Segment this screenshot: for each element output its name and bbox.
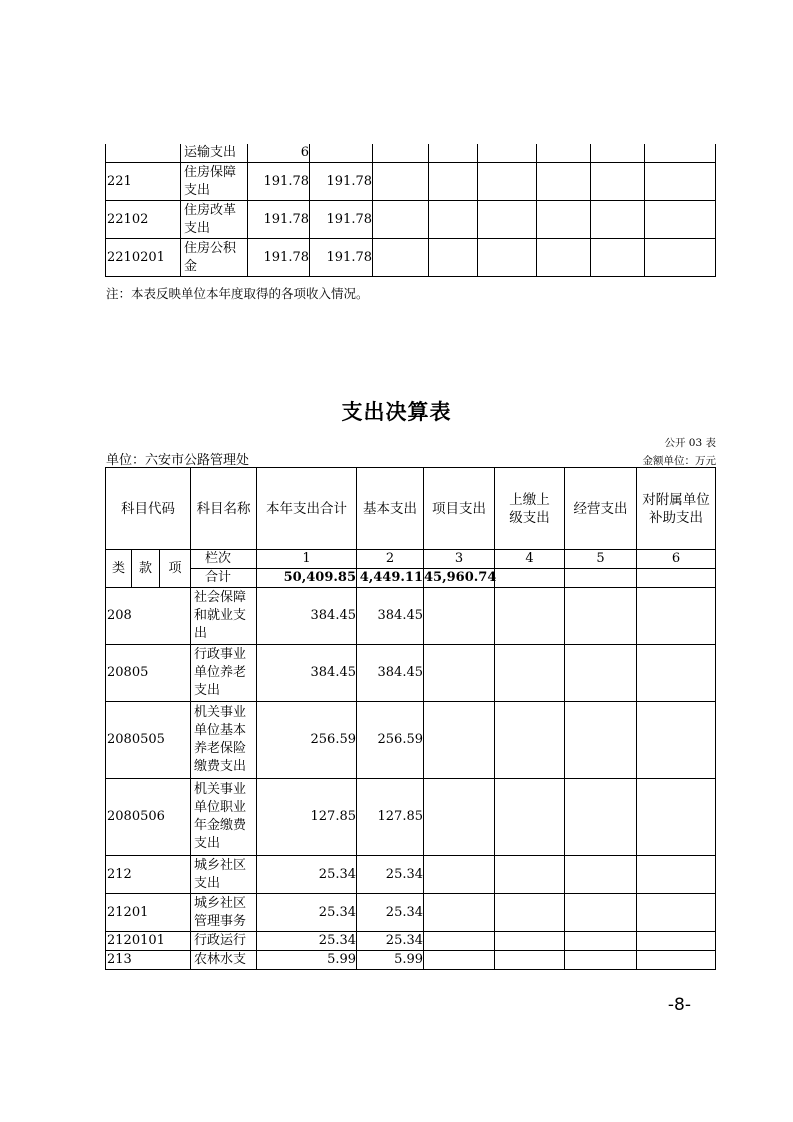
row-basic: 191.78 <box>310 163 373 201</box>
row-total: 256.59 <box>257 702 357 779</box>
header-row <box>106 468 716 550</box>
row-code: 208 <box>106 588 191 645</box>
unit-label: 单位：六安市公路管理处 <box>106 453 250 468</box>
header-lanci: 栏次 <box>191 550 257 569</box>
row-name: 农林水支 <box>191 951 257 970</box>
table-row <box>106 588 716 645</box>
header-basic: 基本支出 <box>357 468 424 550</box>
row-basic: 127.85 <box>357 779 424 856</box>
row-code: 2080505 <box>106 702 191 779</box>
sum-label: 合计 <box>191 569 257 588</box>
col-index-1: 1 <box>257 550 357 569</box>
row-basic: 25.34 <box>357 932 424 951</box>
header-total: 本年支出合计 <box>257 468 357 550</box>
row-code: 22102 <box>106 201 181 239</box>
row-total: 5.99 <box>257 951 357 970</box>
sum-project: 45,960.74 <box>424 569 495 588</box>
row-name: 运输支出 <box>181 144 248 163</box>
header-xiang: 项 <box>160 550 191 588</box>
row-code: 2080506 <box>106 779 191 856</box>
sum-total: 50,409.85 <box>257 569 357 588</box>
column-index-row <box>106 550 716 569</box>
row-total: 127.85 <box>257 779 357 856</box>
row-basic <box>310 144 373 163</box>
row-name: 住房保障支出 <box>181 163 248 201</box>
sum-basic: 4,449.11 <box>357 569 424 588</box>
row-code: 212 <box>106 856 191 894</box>
row-name: 机关事业单位基本养老保险缴费支出 <box>191 702 257 779</box>
col-index-6: 6 <box>637 550 716 569</box>
table-row <box>106 779 716 856</box>
table-note: 注：本表反映单位本年度取得的各项收入情况。 <box>106 286 369 301</box>
row-basic: 384.45 <box>357 588 424 645</box>
row-total: 25.34 <box>257 932 357 951</box>
row-basic: 25.34 <box>357 856 424 894</box>
row-name: 行政事业单位养老支出 <box>191 645 257 702</box>
table-row <box>106 932 716 951</box>
page-title: 支出决算表 <box>341 400 452 424</box>
header-upper: 上缴上级支出 <box>495 468 565 550</box>
header-lei: 类 <box>106 550 132 588</box>
form-number: 公开 03 表 <box>664 437 716 449</box>
row-name: 城乡社区管理事务 <box>191 894 257 932</box>
row-total: 191.78 <box>248 201 310 239</box>
table-row <box>106 951 716 970</box>
header-code: 科目代码 <box>106 468 191 550</box>
row-total: 191.78 <box>248 239 310 277</box>
row-basic: 5.99 <box>357 951 424 970</box>
page-number: -8- <box>667 995 691 1015</box>
table-row <box>106 894 716 932</box>
header-business: 经营支出 <box>565 468 637 550</box>
table-row <box>106 702 716 779</box>
header-kuan: 款 <box>132 550 160 588</box>
row-basic: 256.59 <box>357 702 424 779</box>
row-code: 20805 <box>106 645 191 702</box>
row-name: 城乡社区支出 <box>191 856 257 894</box>
header-subsidy: 对附属单位补助支出 <box>637 468 716 550</box>
row-basic: 25.34 <box>357 894 424 932</box>
row-code: 213 <box>106 951 191 970</box>
row-code: 21201 <box>106 894 191 932</box>
row-name: 行政运行 <box>191 932 257 951</box>
table-row <box>106 201 716 239</box>
table-row <box>106 163 716 201</box>
col-index-4: 4 <box>495 550 565 569</box>
sum-row <box>106 569 716 588</box>
expenditure-table <box>105 467 716 970</box>
table-row <box>106 645 716 702</box>
row-total: 384.45 <box>257 645 357 702</box>
row-total: 25.34 <box>257 856 357 894</box>
row-name: 社会保障和就业支出 <box>191 588 257 645</box>
table-row <box>106 144 716 163</box>
row-code: 2120101 <box>106 932 191 951</box>
row-total: 384.45 <box>257 588 357 645</box>
row-code <box>106 144 181 163</box>
row-total: 25.34 <box>257 894 357 932</box>
col-index-2: 2 <box>357 550 424 569</box>
row-name: 机关事业单位职业年金缴费支出 <box>191 779 257 856</box>
header-project: 项目支出 <box>424 468 495 550</box>
row-code: 2210201 <box>106 239 181 277</box>
row-basic: 191.78 <box>310 239 373 277</box>
row-name: 住房改革支出 <box>181 201 248 239</box>
col-index-5: 5 <box>565 550 637 569</box>
table-row <box>106 239 716 277</box>
col-index-3: 3 <box>424 550 495 569</box>
row-total: 6 <box>248 144 310 163</box>
row-basic: 191.78 <box>310 201 373 239</box>
row-total: 191.78 <box>248 163 310 201</box>
income-table-continued <box>105 144 716 277</box>
amount-unit-label: 金额单位：万元 <box>642 455 716 467</box>
table-row <box>106 856 716 894</box>
row-code: 221 <box>106 163 181 201</box>
row-basic: 384.45 <box>357 645 424 702</box>
row-name: 住房公积金 <box>181 239 248 277</box>
header-name: 科目名称 <box>191 468 257 550</box>
